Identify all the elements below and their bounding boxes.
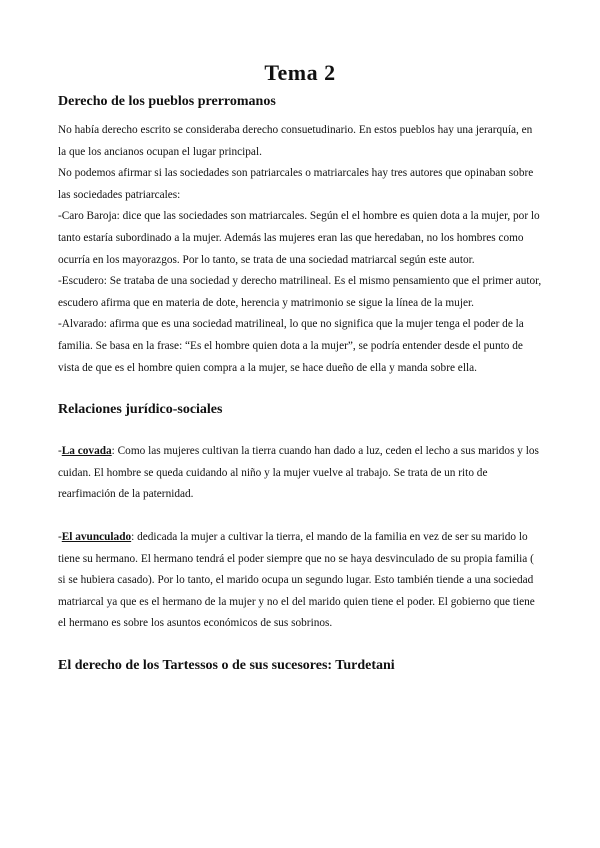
section-heading-relaciones: Relaciones jurídico-sociales <box>58 402 223 418</box>
item-prefix: - <box>58 445 62 458</box>
item-text: : dedicada la mujer a cultivar la tierra, el mando de la familia en vez de ser su marido lo tiene su hermano. El hermano tendrá el poder siempre que no se haya desvinculado de su propia familia ( si se hubiera casado). Por lo tanto, el marido ocupa un segundo lugar. Esto también tiende a una sociedad matriarcal ya que es el hermano de la mujer y no el del marido quien tiene el poder. El gobierno que tiene el hermano es sobre los asuntos económicos de sus sobrinos. <box>58 530 535 630</box>
section-heading-prerromanos: Derecho de los pueblos prerromanos <box>58 94 276 109</box>
paragraph-intro: No había derecho escrito se consideraba derecho consuetudinario. En estos pueblos hay una jerarquía, en la que los ancianos ocupan el lugar principal. <box>58 124 533 158</box>
term-covada: La covada <box>61 445 112 458</box>
section-body-relaciones <box>58 441 542 635</box>
paragraph-alvarado: -Alvarado: afirma que es una sociedad matrilineal, lo que no significa que la mujer tenga el poder de la familia. Se basa en la frase: “Es el hombre quien dota a la mujer”, se podría entender desde el punto de vista de que es el hombre quien compra a la mujer, se hace dueño de ella y manda sobre ella. <box>58 318 524 374</box>
paragraph-escudero: -Escudero: Se trataba de una sociedad y derecho matrilineal. Es el mismo pensamiento que el primer autor, escudero afirma que en materia de dote, herencia y matrimonio se sigue la línea de la mujer. <box>58 275 542 309</box>
paragraph-avunculado <box>58 527 542 635</box>
section-body-prerromanos <box>58 120 542 379</box>
paragraph-caro-baroja: -Caro Baroja: dice que las sociedades son matriarcales. Según el el hombre es quien dota a la mujer, por lo tanto estaría subordinado a la mujer. Además las mujeres eran las que heredaban, no los hombres como ocurría en los mayorazgos. Por lo tanto, se trata de una sociedad matriarcal según este autor. <box>58 210 540 266</box>
paragraph-authors-intro: No podemos afirmar si las sociedades son patriarcales o matriarcales hay tres autores que opinaban sobre las sociedades patriarcales: <box>58 167 534 201</box>
item-text: : Como las mujeres cultivan la tierra cuando han dado a luz, ceden el lecho a sus maridos y los cuidan. El hombre se queda cuidando al niño y la mujer vuelve al trabajo. Se trata de un rito de rearfimación de la paternidad. <box>58 445 539 501</box>
item-prefix: - <box>58 530 62 543</box>
paragraph-gap <box>58 506 542 527</box>
page-title: Tema 2 <box>264 60 336 85</box>
paragraph-covada <box>58 441 542 506</box>
section-heading-tartessos: El derecho de los Tartessos o de sus sucesores: Turdetani <box>58 657 395 673</box>
term-avunculado: El avunculado <box>61 530 132 543</box>
